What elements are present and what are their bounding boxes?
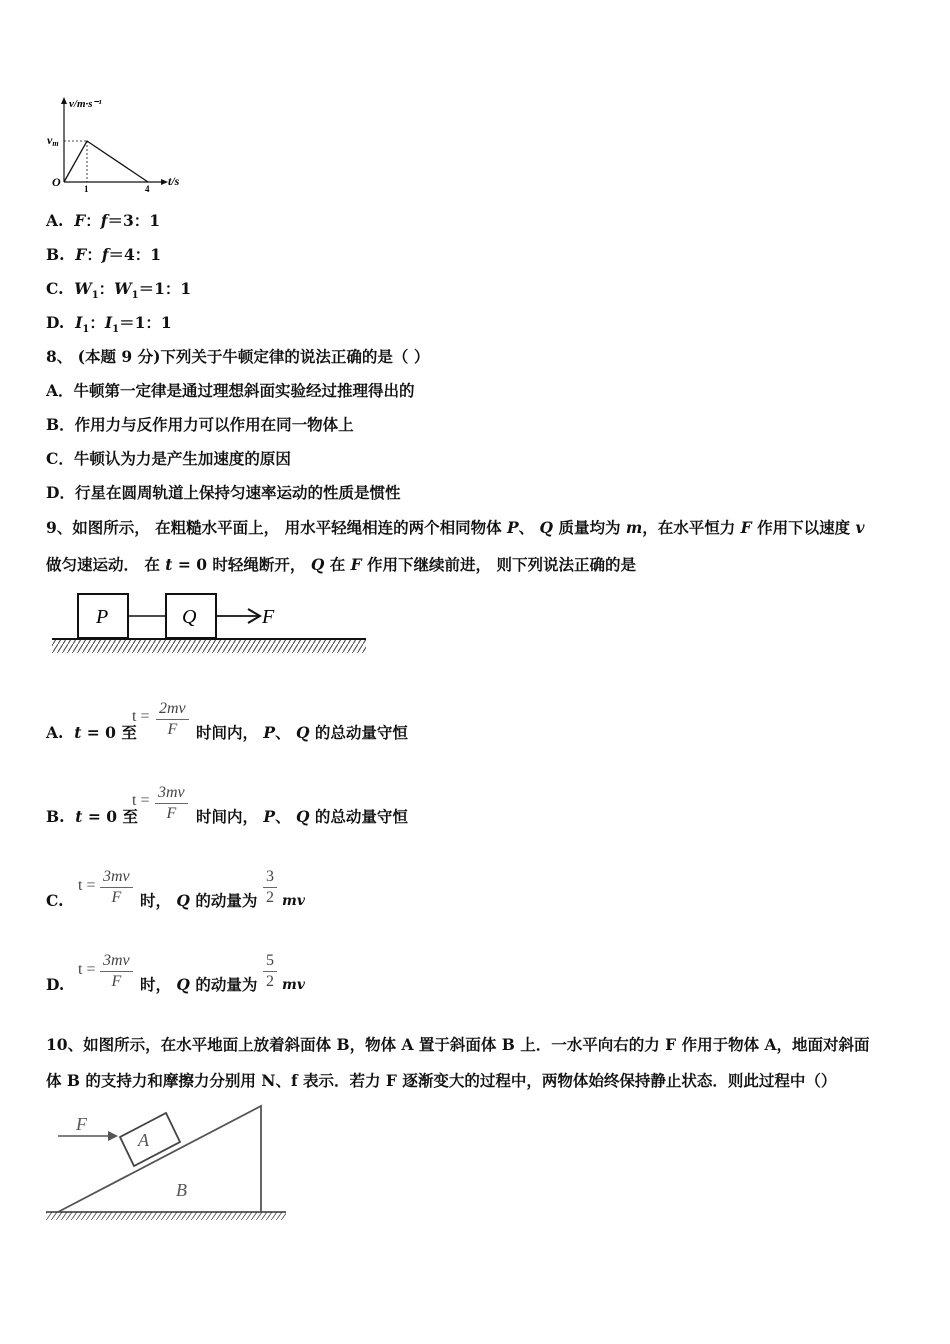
q9-d-coefficient: $\frac{5}{2}$	[263, 951, 277, 992]
q9-box-q-label: Q	[182, 606, 197, 628]
q9-c-fraction: $\frac{3mv}{F}$	[100, 867, 133, 908]
q9-option-d: D.	[46, 975, 65, 994]
q10-stem-line-1: 10、如图所示，在水平地面上放着斜面体 B，物体 A 置于斜面体 B 上．一水平向右的力 F 作用于物体 A，地面对斜面	[46, 1035, 870, 1054]
svg-text:vm: vm	[47, 133, 59, 148]
q9-d-fraction: $\frac{3mv}{F}$	[100, 951, 133, 992]
q9-b-t-eq: t =	[132, 792, 150, 809]
q10-block	[120, 1113, 180, 1166]
q9-c-t-eq: t =	[78, 877, 96, 894]
q7-option-a: A. F：f＝3：1	[46, 211, 161, 230]
q10-figure	[42, 1100, 292, 1226]
vt-graph	[44, 94, 194, 196]
q7-option-b: B. F：f＝4：1	[46, 245, 162, 264]
q10-wedge-label: B	[176, 1180, 187, 1200]
vt-origin: O	[52, 175, 61, 189]
q8-option-c: C．牛顿认为力是产生加速度的原因	[46, 449, 291, 468]
q9-force-label: F	[262, 606, 275, 628]
q9-a-fraction: $\frac{2mv}{F}$	[156, 699, 189, 740]
q9-box-p-label: P	[96, 606, 109, 628]
q10-block-label: A	[138, 1130, 149, 1150]
q9-option-d-mid: 时， Q 的动量为	[140, 975, 258, 994]
q9-c-coefficient: $\frac{3}{2}$	[263, 867, 277, 908]
q8-option-b: B．作用力与反作用力可以作用在同一物体上	[46, 415, 354, 434]
q9-b-fraction: $\frac{3mv}{F}$	[155, 783, 188, 824]
q9-option-c: C.	[46, 891, 64, 910]
vt-tick-1: 1	[84, 184, 89, 194]
q9-d-mv: mv	[282, 977, 305, 993]
q9-stem-line-2: 做匀速运动． 在 t = 0 时轻绳断开， Q 在 F 作用下继续前进， 则下列说法正确的是	[46, 555, 636, 574]
q9-option-a: A. t = 0 至	[46, 723, 137, 742]
q8-stem: 8、 (本题 9 分)下列关于牛顿定律的说法正确的是（ ）	[46, 347, 430, 366]
q8-option-a: A．牛顿第一定律是通过理想斜面实验经过推理得出的	[46, 381, 415, 400]
q9-stem-line-1: 9、如图所示， 在粗糙水平面上， 用水平轻绳相连的两个相同物体 P、 Q 质量均为 m，在水平恒力 F 作用下以速度 v	[46, 518, 865, 537]
q9-c-mv: mv	[282, 893, 305, 909]
q10-force-label: F	[76, 1114, 87, 1134]
q8-option-d: D．行星在圆周轨道上保持匀速率运动的性质是惯性	[46, 483, 401, 502]
q9-figure	[48, 588, 370, 660]
q9-d-t-eq: t =	[78, 961, 96, 978]
q9-option-b: B. t = 0 至	[46, 807, 138, 826]
q7-option-c: C. $W_1$：$W_1=1$：1	[46, 279, 192, 302]
q7-option-d: D. $I_1$：$I_1=1$：1	[46, 313, 172, 336]
vt-vm-label: v	[47, 133, 53, 147]
q9-option-a-tail: 时间内， P、 Q 的总动量守恒	[196, 723, 408, 742]
q9-a-t-eq: t =	[132, 708, 150, 725]
q10-stem-line-2: 体 B 的支持力和摩擦力分别用 N、f 表示．若力 F 逐渐变大的过程中，两物体始终保持静止状态．则此过程中（）	[46, 1071, 837, 1090]
vt-tick-4: 4	[145, 184, 150, 194]
vt-x-label: t/s	[168, 174, 180, 188]
q9-option-c-mid: 时， Q 的动量为	[140, 891, 258, 910]
vt-y-label: v/m·s⁻¹	[69, 98, 102, 110]
q9-option-b-tail: 时间内， P、 Q 的总动量守恒	[196, 807, 408, 826]
